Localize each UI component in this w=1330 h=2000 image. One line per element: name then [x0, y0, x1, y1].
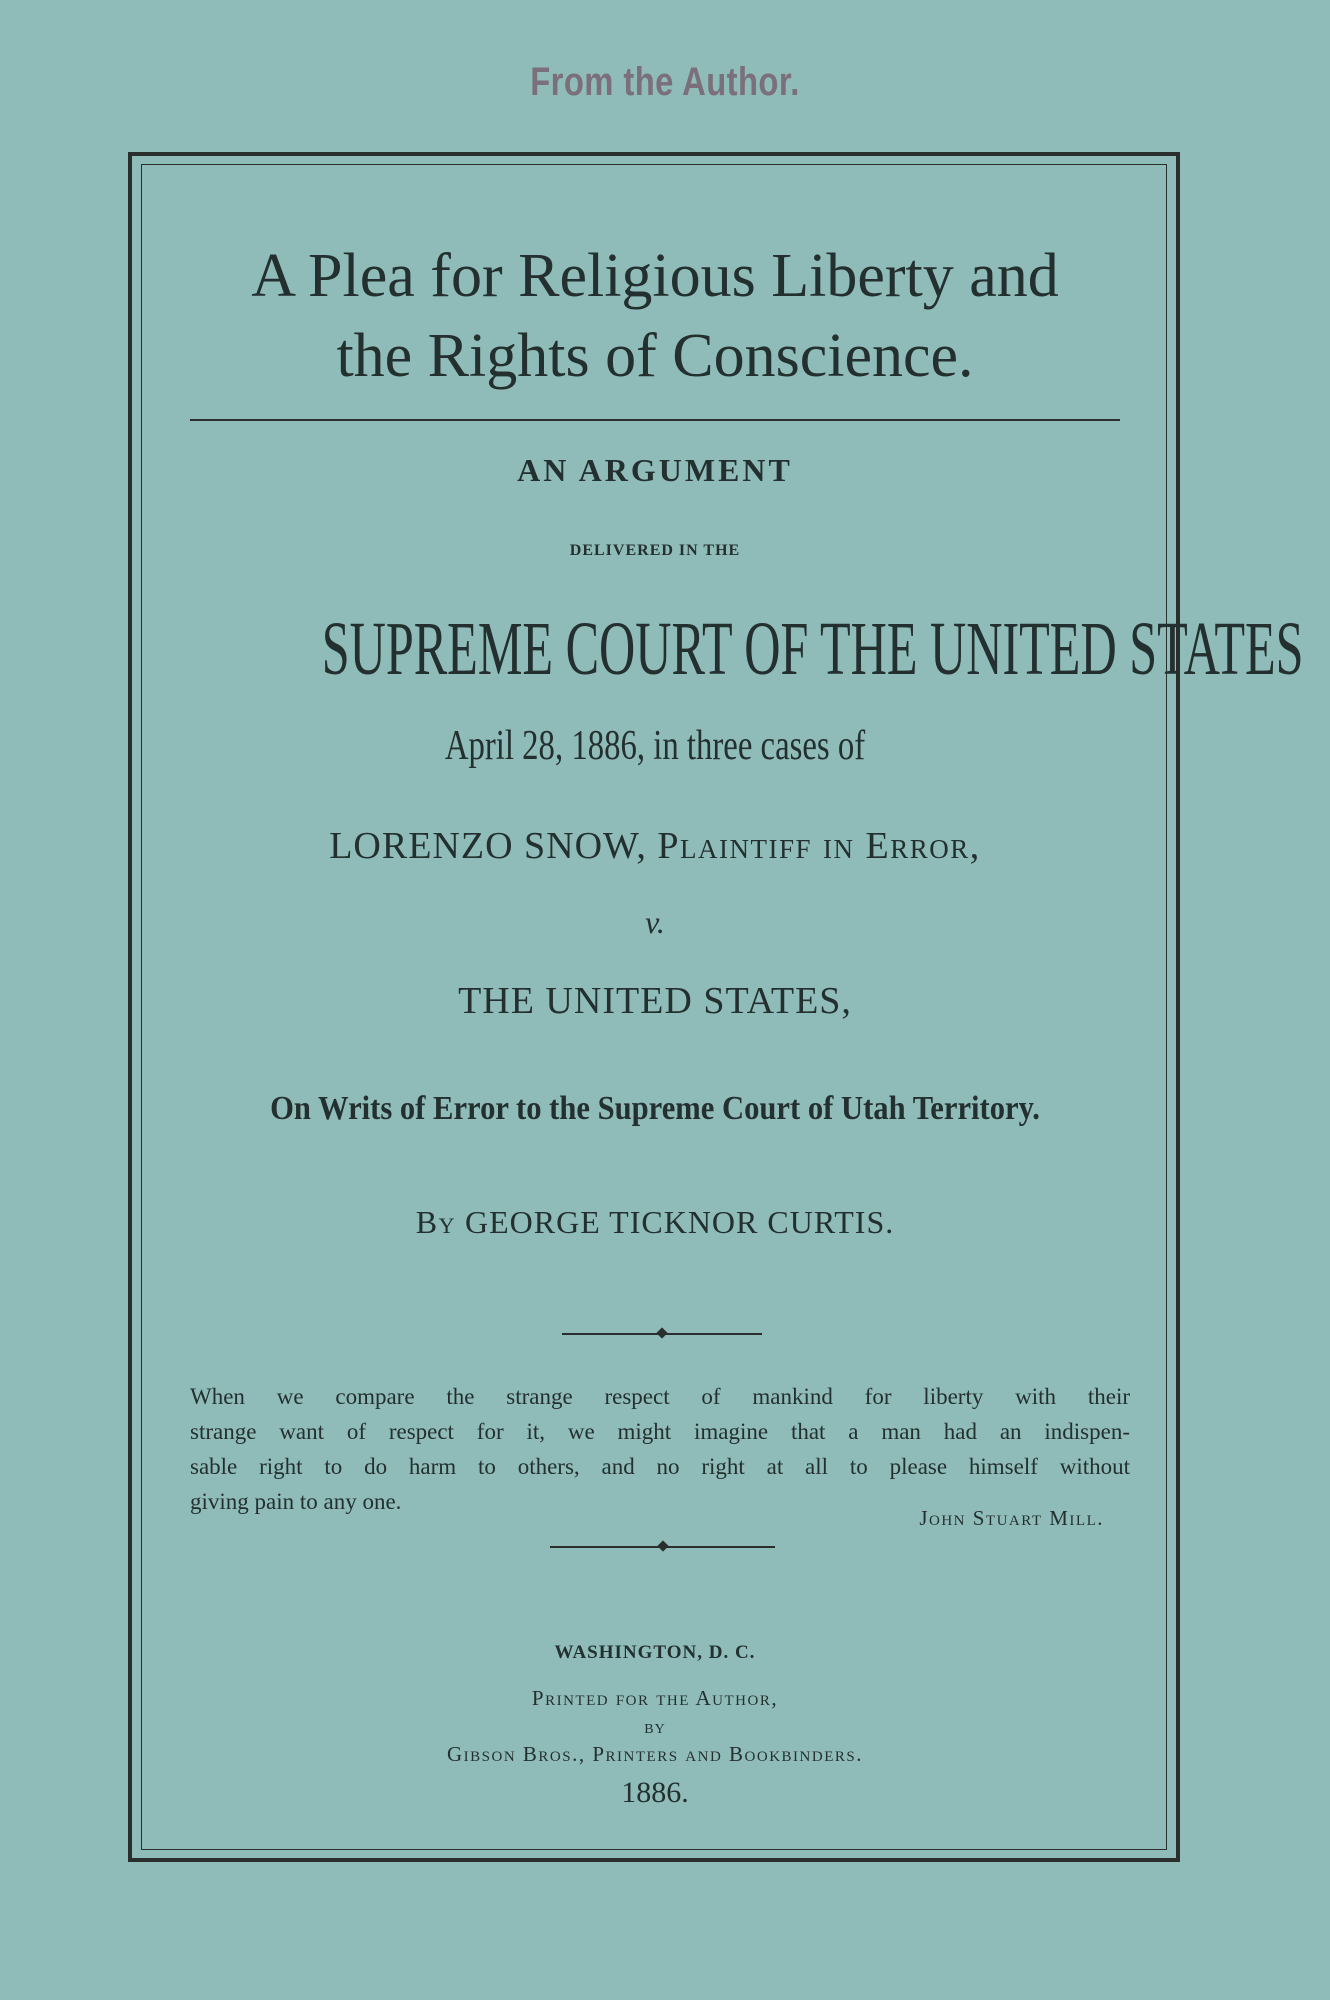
- imprint-place: WASHINGTON, D. C.: [554, 1642, 756, 1663]
- ornament-rule-bottom: [550, 1542, 775, 1552]
- ornament-rule-top: [562, 1329, 762, 1339]
- title-block: [150, 164, 1304, 1850]
- epigraph-quote: [190, 1379, 1130, 1519]
- epigraph-line-2: strange want of respect for it, we might imagine that a man had an indispen-: [190, 1419, 1130, 1444]
- main-title-line-1: A Plea for Religious Liberty and: [251, 242, 1059, 310]
- epigraph-line-4: giving pain to any one.: [190, 1489, 402, 1514]
- plaintiff-name: LORENZO SNOW,: [329, 825, 647, 867]
- argument-heading: AN ARGUMENT: [517, 452, 793, 488]
- imprint-printed-for: Printed for the Author,: [531, 1686, 779, 1710]
- author-prefix: By: [415, 1204, 456, 1240]
- date-line: April 28, 1886, in three cases of: [444, 723, 866, 769]
- defendant-line: THE UNITED STATES,: [458, 980, 852, 1022]
- plaintiff-role: Plaintiff in Error,: [657, 825, 981, 867]
- versus-mark: v.: [645, 904, 665, 940]
- author-name: GEORGE TICKNOR CURTIS.: [464, 1204, 895, 1240]
- plaintiff-line: [150, 824, 1160, 868]
- main-title: [150, 236, 1160, 396]
- epigraph-line-3: sable right to do harm to others, and no right at all to please himself without: [190, 1454, 1130, 1479]
- imprint-by: BY: [644, 1722, 666, 1737]
- author-stamp: From the Author.: [530, 60, 800, 104]
- main-title-line-2: the Rights of Conscience.: [336, 322, 974, 390]
- author-line: [150, 1204, 1160, 1241]
- epigraph-attribution: John Stuart Mill.: [919, 1506, 1104, 1530]
- title-rule: [190, 419, 1120, 421]
- writs-line: On Writs of Error to the Supreme Court of Utah Territory.: [270, 1090, 1040, 1127]
- epigraph-line-1: When we compare the strange respect of mankind for liberty with their: [190, 1384, 1130, 1409]
- imprint-printer: Gibson Bros., Printers and Bookbinders.: [447, 1742, 863, 1766]
- imprint-year: 1886.: [621, 1776, 689, 1809]
- court-name: SUPREME COURT OF THE UNITED STATES: [321, 607, 1304, 691]
- delivered-line: DELIVERED IN THE: [569, 542, 741, 559]
